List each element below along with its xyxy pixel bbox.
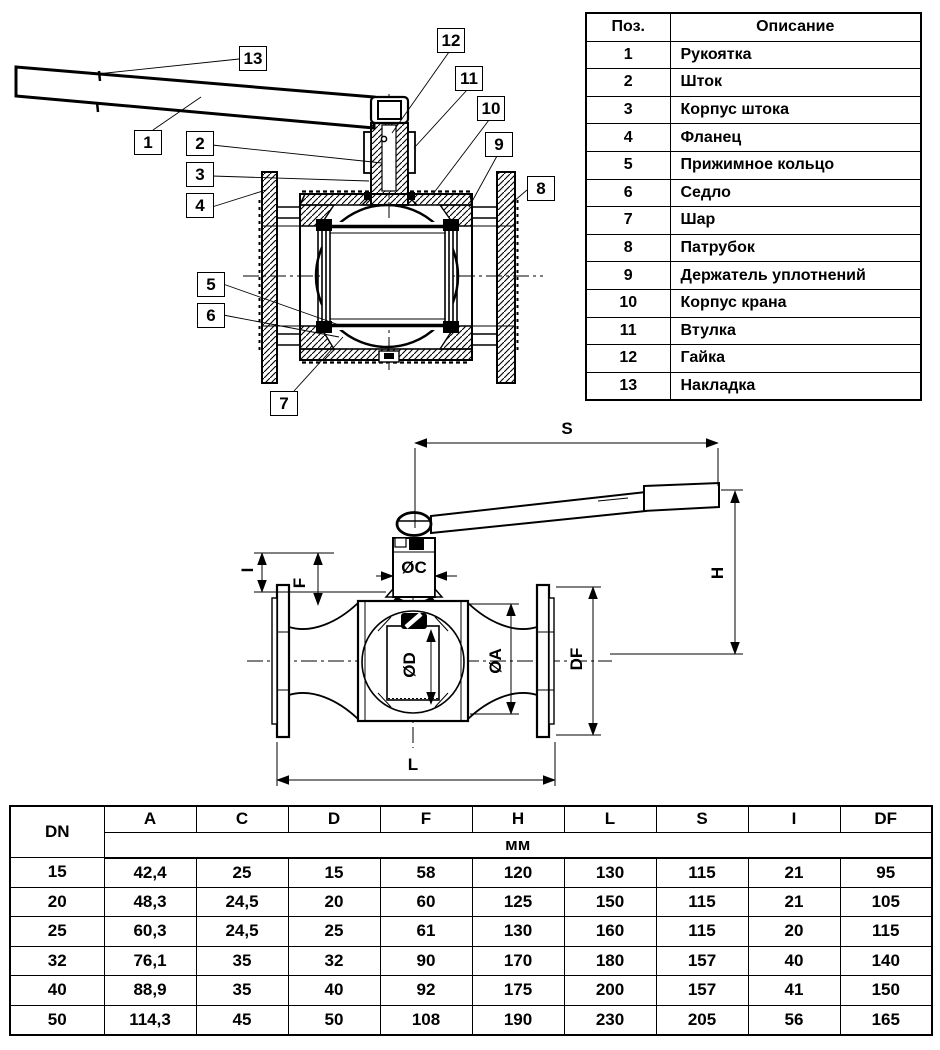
cell-f: 108 bbox=[380, 1005, 472, 1035]
parts-row bbox=[586, 262, 921, 290]
cell-a: 48,3 bbox=[104, 887, 196, 917]
cell-f: 60 bbox=[380, 887, 472, 917]
part-description: Фланец bbox=[670, 124, 921, 152]
cell-f: 90 bbox=[380, 946, 472, 976]
cell-df: 95 bbox=[840, 858, 932, 888]
cell-i: 21 bbox=[748, 887, 840, 917]
cell-d: 25 bbox=[288, 917, 380, 947]
cell-i: 40 bbox=[748, 946, 840, 976]
part-description: Корпус крана bbox=[670, 289, 921, 317]
part-description: Прижимное кольцо bbox=[670, 151, 921, 179]
dims-header-i: I bbox=[748, 806, 840, 832]
parts-header-pos: Поз. bbox=[586, 13, 670, 41]
cell-dn: 15 bbox=[10, 858, 104, 888]
part-description: Держатель уплотнений bbox=[670, 262, 921, 290]
part-position: 4 bbox=[586, 124, 670, 152]
right-flange bbox=[537, 585, 549, 737]
callout-label: 7 bbox=[279, 394, 289, 413]
callout-box-2 bbox=[186, 131, 214, 156]
dimensions-table bbox=[9, 805, 933, 1036]
part-position: 8 bbox=[586, 234, 670, 262]
callout-box-1 bbox=[134, 130, 162, 155]
dim-label-S bbox=[549, 417, 585, 439]
section-view-drawing bbox=[0, 0, 580, 430]
parts-row bbox=[586, 234, 921, 262]
dims-header-df: DF bbox=[840, 806, 932, 832]
dim-label-DF bbox=[565, 641, 587, 677]
cell-d: 20 bbox=[288, 887, 380, 917]
parts-header-row bbox=[586, 13, 921, 41]
callout-label: 3 bbox=[195, 165, 205, 184]
parts-header-desc: Описание bbox=[670, 13, 921, 41]
dim-text: ØC bbox=[401, 557, 427, 577]
dims-header-a: A bbox=[104, 806, 196, 832]
part-description: Рукоятка bbox=[670, 41, 921, 69]
cell-df: 115 bbox=[840, 917, 932, 947]
cell-l: 160 bbox=[564, 917, 656, 947]
stem-bushing-right bbox=[408, 132, 415, 173]
cell-dn: 25 bbox=[10, 917, 104, 947]
cell-h: 170 bbox=[472, 946, 564, 976]
dims-header-dn: DN bbox=[10, 806, 104, 858]
callout-label: 5 bbox=[206, 275, 216, 294]
part-position: 9 bbox=[586, 262, 670, 290]
callout-box-12 bbox=[437, 28, 465, 53]
callout-label: 6 bbox=[206, 306, 216, 325]
callout-box-8 bbox=[527, 176, 555, 201]
cell-a: 88,9 bbox=[104, 976, 196, 1006]
cell-d: 15 bbox=[288, 858, 380, 888]
left-flange bbox=[262, 172, 277, 383]
cell-c: 35 bbox=[196, 976, 288, 1006]
parts-row bbox=[586, 345, 921, 373]
parts-table bbox=[585, 12, 922, 401]
callout-label: 9 bbox=[494, 135, 504, 154]
dim-label-H bbox=[706, 555, 728, 591]
cell-l: 200 bbox=[564, 976, 656, 1006]
part-position: 5 bbox=[586, 151, 670, 179]
parts-row bbox=[586, 317, 921, 345]
callout-box-13 bbox=[239, 46, 267, 71]
dims-header-l: L bbox=[564, 806, 656, 832]
parts-row bbox=[586, 179, 921, 207]
dim-label-L bbox=[395, 753, 431, 775]
dims-header-d: D bbox=[288, 806, 380, 832]
handle-grip bbox=[644, 483, 719, 511]
cell-s: 115 bbox=[656, 887, 748, 917]
cell-l: 180 bbox=[564, 946, 656, 976]
cell-h: 125 bbox=[472, 887, 564, 917]
dims-row bbox=[10, 917, 932, 947]
callout-label: 12 bbox=[441, 31, 461, 50]
parts-row bbox=[586, 69, 921, 97]
callout-label: 8 bbox=[536, 179, 546, 198]
cell-h: 190 bbox=[472, 1005, 564, 1035]
callout-box-9 bbox=[485, 132, 513, 157]
dim-label-I bbox=[236, 552, 258, 588]
dim-text: L bbox=[407, 754, 419, 774]
part-description: Втулка bbox=[670, 317, 921, 345]
callout-label: 10 bbox=[481, 99, 501, 118]
cell-dn: 20 bbox=[10, 887, 104, 917]
dims-row bbox=[10, 858, 932, 888]
dim-text: H bbox=[707, 566, 727, 580]
cell-f: 92 bbox=[380, 976, 472, 1006]
handle-pad-tick-top bbox=[99, 71, 100, 81]
right-flange bbox=[497, 172, 515, 383]
callout-box-7 bbox=[270, 391, 298, 416]
parts-row bbox=[586, 207, 921, 235]
handle-lever bbox=[16, 67, 374, 128]
part-description: Шток bbox=[670, 69, 921, 97]
cell-d: 50 bbox=[288, 1005, 380, 1035]
cell-a: 60,3 bbox=[104, 917, 196, 947]
dims-header-f: F bbox=[380, 806, 472, 832]
cell-df: 105 bbox=[840, 887, 932, 917]
callout-box-10 bbox=[477, 96, 505, 121]
cell-dn: 40 bbox=[10, 976, 104, 1006]
handle-pad-tick-bottom bbox=[97, 102, 98, 112]
dim-label-F bbox=[288, 565, 310, 601]
dim-label-C bbox=[396, 556, 432, 578]
dim-text: ØD bbox=[399, 652, 419, 678]
part-position: 11 bbox=[586, 317, 670, 345]
callout-box-11 bbox=[455, 66, 483, 91]
part-description: Накладка bbox=[670, 372, 921, 400]
cell-s: 157 bbox=[656, 946, 748, 976]
cell-i: 56 bbox=[748, 1005, 840, 1035]
cell-df: 150 bbox=[840, 976, 932, 1006]
dims-row bbox=[10, 946, 932, 976]
dim-text: I bbox=[237, 567, 257, 573]
cell-f: 58 bbox=[380, 858, 472, 888]
dims-header-c: C bbox=[196, 806, 288, 832]
cell-d: 40 bbox=[288, 976, 380, 1006]
dim-text: F bbox=[289, 577, 309, 589]
cell-a: 114,3 bbox=[104, 1005, 196, 1035]
cell-c: 24,5 bbox=[196, 917, 288, 947]
cell-l: 230 bbox=[564, 1005, 656, 1035]
cell-df: 140 bbox=[840, 946, 932, 976]
dims-header-s: S bbox=[656, 806, 748, 832]
cell-a: 76,1 bbox=[104, 946, 196, 976]
callout-label: 2 bbox=[195, 134, 205, 153]
callout-box-6 bbox=[197, 303, 225, 328]
callout-label: 13 bbox=[243, 49, 263, 68]
callout-label: 1 bbox=[143, 133, 153, 152]
callout-box-5 bbox=[197, 272, 225, 297]
dim-text: ØA bbox=[485, 648, 505, 674]
part-position: 12 bbox=[586, 345, 670, 373]
dims-unit-row bbox=[10, 832, 932, 858]
cell-h: 120 bbox=[472, 858, 564, 888]
part-description: Седло bbox=[670, 179, 921, 207]
cell-s: 157 bbox=[656, 976, 748, 1006]
cell-f: 61 bbox=[380, 917, 472, 947]
cell-i: 20 bbox=[748, 917, 840, 947]
cell-i: 21 bbox=[748, 858, 840, 888]
dimension-view-drawing bbox=[230, 420, 750, 795]
cell-dn: 50 bbox=[10, 1005, 104, 1035]
cell-df: 165 bbox=[840, 1005, 932, 1035]
parts-row bbox=[586, 151, 921, 179]
part-description: Корпус штока bbox=[670, 96, 921, 124]
dims-row bbox=[10, 1005, 932, 1035]
callout-box-4 bbox=[186, 193, 214, 218]
dims-header-row bbox=[10, 806, 932, 832]
cell-c: 45 bbox=[196, 1005, 288, 1035]
cell-c: 35 bbox=[196, 946, 288, 976]
cell-l: 130 bbox=[564, 858, 656, 888]
cell-h: 130 bbox=[472, 917, 564, 947]
cell-d: 32 bbox=[288, 946, 380, 976]
dims-header-h: H bbox=[472, 806, 564, 832]
stem-bushing-left bbox=[364, 132, 371, 173]
dim-text: DF bbox=[566, 647, 586, 671]
cell-a: 42,4 bbox=[104, 858, 196, 888]
callout-label: 11 bbox=[460, 69, 478, 88]
part-position: 3 bbox=[586, 96, 670, 124]
parts-row bbox=[586, 289, 921, 317]
dim-label-A bbox=[484, 643, 506, 679]
left-flange bbox=[277, 585, 289, 737]
callout-label: 4 bbox=[195, 196, 205, 215]
callout-box-3 bbox=[186, 162, 214, 187]
cell-c: 24,5 bbox=[196, 887, 288, 917]
dims-unit: мм bbox=[104, 832, 932, 858]
cell-dn: 32 bbox=[10, 946, 104, 976]
part-position: 6 bbox=[586, 179, 670, 207]
stem-pin bbox=[381, 136, 386, 141]
part-position: 10 bbox=[586, 289, 670, 317]
dim-label-D bbox=[398, 647, 420, 683]
dims-row bbox=[10, 976, 932, 1006]
cell-s: 115 bbox=[656, 917, 748, 947]
part-description: Гайка bbox=[670, 345, 921, 373]
parts-row bbox=[586, 41, 921, 69]
parts-row bbox=[586, 124, 921, 152]
cell-c: 25 bbox=[196, 858, 288, 888]
dims-row bbox=[10, 887, 932, 917]
cell-i: 41 bbox=[748, 976, 840, 1006]
part-description: Шар bbox=[670, 207, 921, 235]
handle-knob bbox=[397, 513, 431, 536]
dim-text: S bbox=[561, 418, 573, 438]
handle-shaft bbox=[431, 492, 646, 533]
cell-s: 205 bbox=[656, 1005, 748, 1035]
parts-row bbox=[586, 96, 921, 124]
cell-s: 115 bbox=[656, 858, 748, 888]
parts-row bbox=[586, 372, 921, 400]
cell-l: 150 bbox=[564, 887, 656, 917]
part-position: 1 bbox=[586, 41, 670, 69]
part-description: Патрубок bbox=[670, 234, 921, 262]
part-position: 7 bbox=[586, 207, 670, 235]
cell-h: 175 bbox=[472, 976, 564, 1006]
part-position: 2 bbox=[586, 69, 670, 97]
part-position: 13 bbox=[586, 372, 670, 400]
